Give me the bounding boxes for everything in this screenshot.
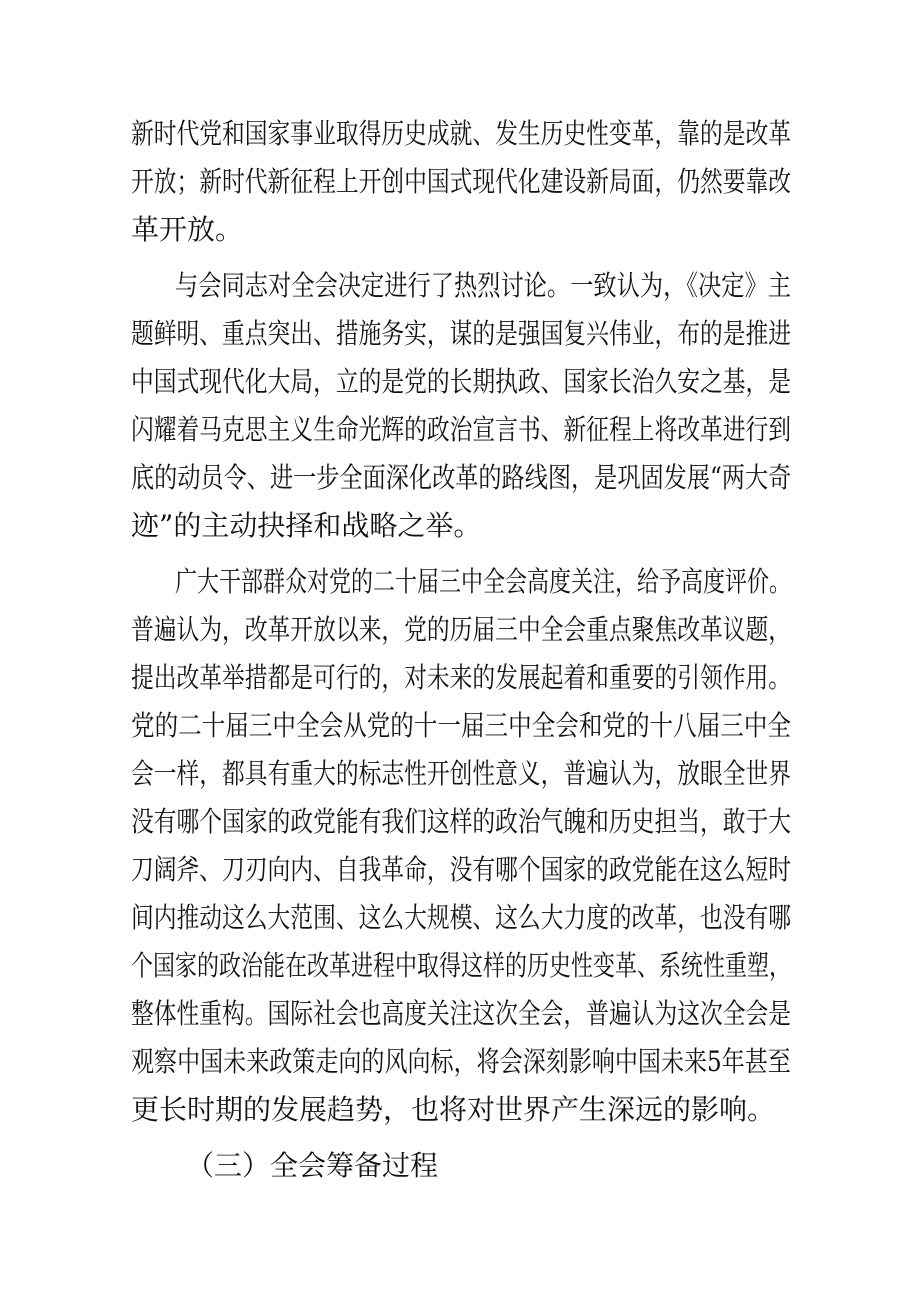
text-line: 题鲜明、重点突出、措施务实，谋的是强国复兴伟业，布的是推进 [131,317,792,350]
text-line: 革开放。 [131,213,244,246]
text-line: 与会同志对全会决定进行了热烈讨论。一致认为，《决定》主 [175,269,792,302]
text-line: 观察中国未来政策走向的风向标，将会深刻影响中国未来5年甚至 [131,1045,791,1078]
text-line: 提出改革举措都是可行的，对未来的发展起着和重要的引领作用。 [131,661,792,694]
text-line: 间内推动这么大范围、这么大规模、这么大力度的改革，也没有哪 [131,901,792,934]
text-line: 迹”的主动抉择和战略之举。 [131,509,482,542]
text-line: 中国式现代化大局，立的是党的长期执政、国家长治久安之基，是 [131,365,792,398]
text-line: 新时代党和国家事业取得历史成就、发生历史性变革，靠的是改革 [131,117,792,150]
section-heading: （三）全会筹备过程 [186,1149,439,1182]
text-line: 更长时期的发展趋势，也将对世界产生深远的影响。 [131,1093,776,1126]
text-line: 党的二十届三中全会从党的十一届三中全会和党的十八届三中全 [131,709,791,742]
text-line: 开放；新时代新征程上开创中国式现代化建设新局面，仍然要靠改 [131,165,792,198]
text-line: 没有哪个国家的政党能有我们这样的政治气魄和历史担当，敢于大 [131,805,792,838]
text-line: 整体性重构。国际社会也高度关注这次全会，普遍认为这次全会是 [131,997,792,1030]
text-line: 广大干部群众对党的二十届三中全会高度关注，给予高度评价。 [175,565,792,598]
text-line: 刀阔斧、刀刃向内、自我革命，没有哪个国家的政党能在这么短时 [131,853,792,886]
text-line: 底的动员令、进一步全面深化改革的路线图，是巩固发展“两大奇 [131,461,792,494]
text-line: 个国家的政治能在改革进程中取得这样的历史性变革、系统性重塑， [131,949,792,982]
text-line: 闪耀着马克思主义生命光辉的政治宣言书、新征程上将改革进行到 [131,413,792,446]
text-line: 普遍认为，改革开放以来，党的历届三中全会重点聚焦改革议题， [131,613,792,646]
text-line: 会一样，都具有重大的标志性开创性意义，普遍认为，放眼全世界 [131,757,792,790]
